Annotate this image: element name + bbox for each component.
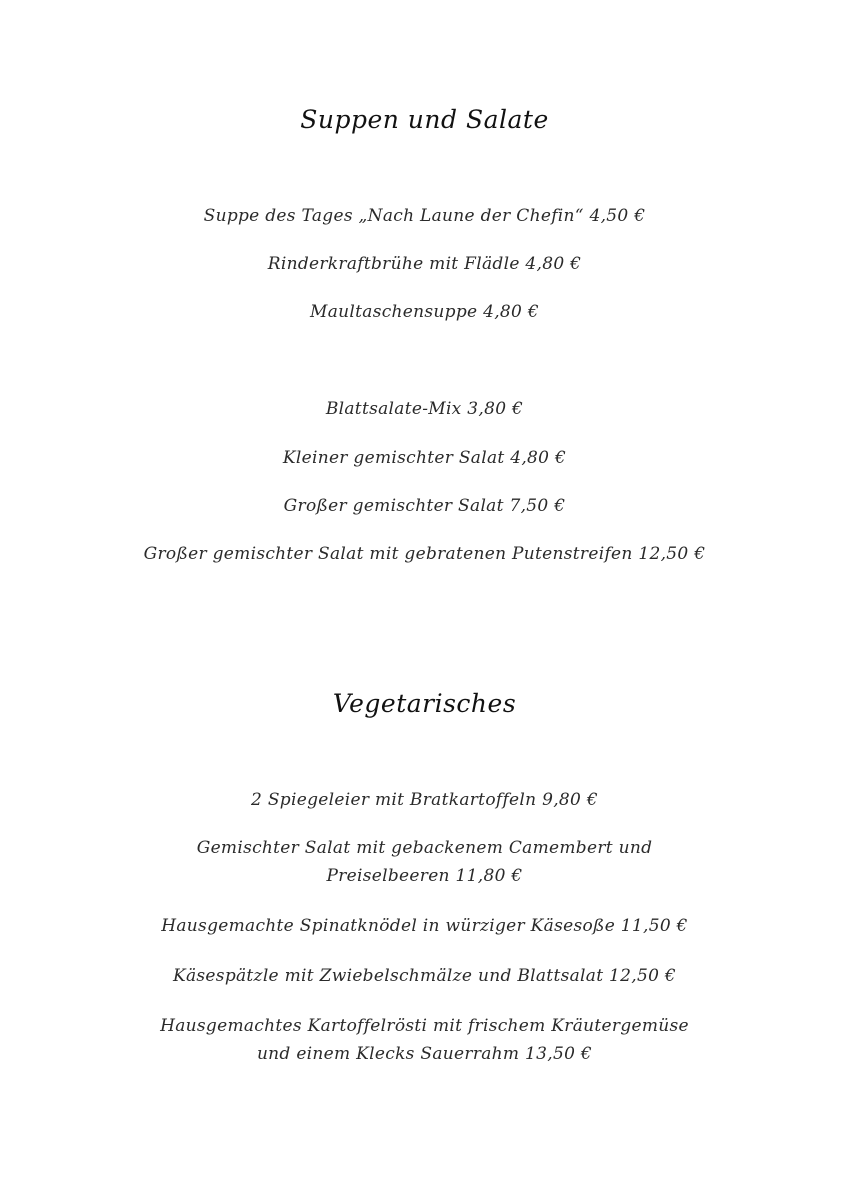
menu-item-rinderkraftbruehe: Rinderkraftbrühe mit Flädle 4,80 € — [267, 254, 582, 274]
section-title-vegetarisches: Vegetarisches — [332, 689, 517, 718]
menu-item-grosser-salat-putenstreifen: Großer gemischter Salat mit gebratenen Putenstreifen 12,50 € — [143, 544, 706, 564]
menu-item-maultaschensuppe: Maultaschensuppe 4,80 € — [310, 302, 539, 322]
menu-item-camembert-line-1: Gemischter Salat mit gebackenem Camembert und — [196, 838, 653, 858]
menu-item-camembert-line-2: Preiselbeeren 11,80 € — [326, 866, 523, 886]
menu-item-spinatknoedel: Hausgemachte Spinatknödel in würziger Käsesoße 11,50 € — [161, 916, 688, 936]
menu-item-grosser-salat: Großer gemischter Salat 7,50 € — [283, 496, 566, 516]
menu-item-kartoffelroesti-line-1: Hausgemachtes Kartoffelrösti mit frischem Kräutergemüse — [160, 1016, 689, 1036]
menu-item-spiegeleier: 2 Spiegeleier mit Bratkartoffeln 9,80 € — [251, 790, 598, 810]
menu-item-kaesespaetzle: Käsespätzle mit Zwiebelschmälze und Blattsalat 12,50 € — [172, 966, 677, 986]
menu-item-blattsalate-mix: Blattsalate-Mix 3,80 € — [325, 399, 524, 419]
menu-item-suppe-des-tages: Suppe des Tages „Nach Laune der Chefin“ 4,50 € — [203, 206, 646, 226]
menu-item-kartoffelroesti-line-2: und einem Klecks Sauerrahm 13,50 € — [256, 1044, 593, 1064]
menu-item-kleiner-salat: Kleiner gemischter Salat 4,80 € — [282, 448, 567, 468]
section-title-suppen-salate: Suppen und Salate — [300, 105, 549, 134]
